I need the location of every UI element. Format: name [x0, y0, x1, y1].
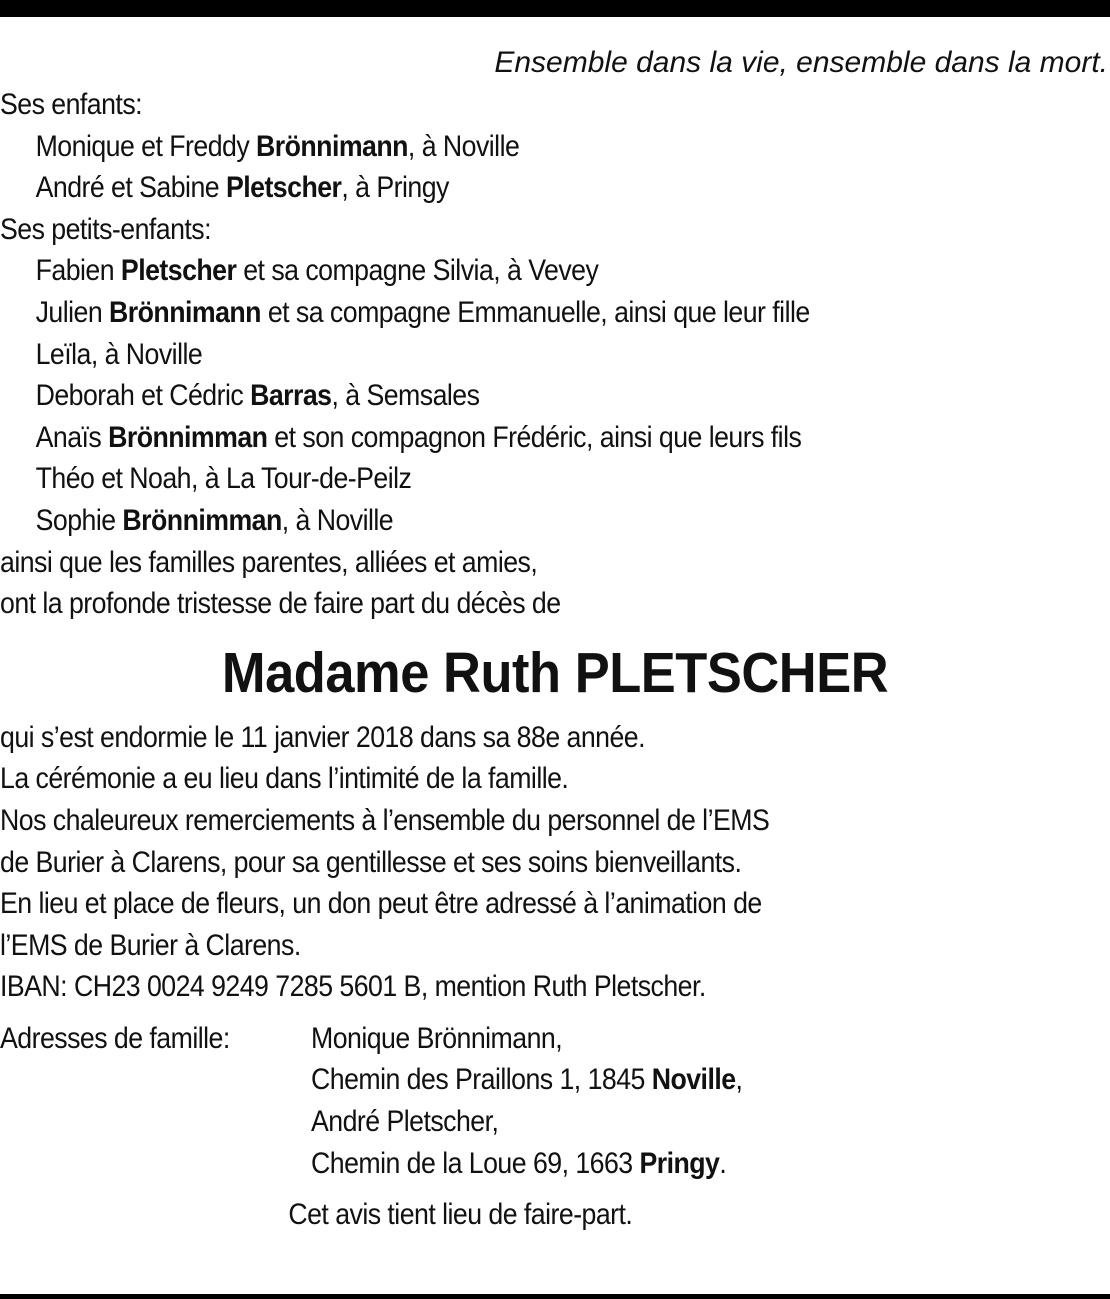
grandchild-entry: Sophie Brönnimman, à Noville [35, 503, 394, 537]
family-addresses [0, 1018, 1110, 1184]
child-entry: Monique et Freddy Brönnimann, à Noville [35, 129, 520, 163]
iban-line: IBAN: CH23 0024 9249 7285 5601 B, mention Ruth Pletscher. [0, 970, 706, 1004]
address-street: Chemin de la Loue 69, 1663 Pringy. [311, 1146, 727, 1180]
grandchild-entry-continuation: Théo et Noah, à La Tour-de-Peilz [35, 462, 412, 496]
death-notice [0, 42, 1110, 1236]
top-border-rule [0, 0, 1110, 17]
address-street: Chemin des Praillons 1, 1845 Noville, [311, 1063, 743, 1097]
deceased-name: Madame Ruth PLETSCHER [221, 640, 889, 705]
body-line: l’EMS de Burier à Clarens. [0, 928, 301, 962]
announcement-line: ont la profonde tristesse de faire part du décès de [0, 587, 561, 621]
body-line: En lieu et place de fleurs, un don peut être adressé à l’animation de [0, 887, 762, 921]
child-entry: André et Sabine Pletscher, à Pringy [35, 171, 449, 205]
address-name: André Pletscher, [311, 1105, 499, 1139]
addresses-label: Adresses de famille: [0, 1021, 230, 1055]
bottom-border-rule [0, 1294, 1110, 1299]
motto: Ensemble dans la vie, ensemble dans la mort. [494, 46, 1108, 79]
families-line: ainsi que les familles parentes, alliées et amies, [0, 545, 538, 579]
grandchild-entry: Fabien Pletscher et sa compagne Silvia, à Vevey [35, 254, 599, 288]
body-line: La cérémonie a eu lieu dans l’intimité de la famille. [0, 762, 569, 796]
grandchildren-heading: Ses petits-enfants: [0, 212, 211, 246]
children-heading: Ses enfants: [0, 88, 143, 121]
body-line: de Burier à Clarens, pour sa gentillesse et ses soins bienveillants. [0, 845, 742, 879]
grandchild-entry-continuation: Leïla, à Noville [35, 337, 203, 371]
grandchild-entry: Anaïs Brönnimman et son compagnon Frédéric, ainsi que leurs fils [35, 420, 802, 454]
grandchild-entry: Deborah et Cédric Barras, à Semsales [35, 379, 480, 413]
address-name: Monique Brönnimann, [311, 1021, 563, 1055]
body-line: Nos chaleureux remerciements à l’ensemble du personnel de l’EMS [0, 803, 770, 837]
body-line: qui s’est endormie le 11 janvier 2018 dans sa 88e année. [0, 720, 645, 754]
grandchild-entry: Julien Brönnimann et sa compagne Emmanuelle, ainsi que leur fille [35, 295, 810, 329]
closing-note: Cet avis tient lieu de faire-part. [288, 1198, 633, 1232]
